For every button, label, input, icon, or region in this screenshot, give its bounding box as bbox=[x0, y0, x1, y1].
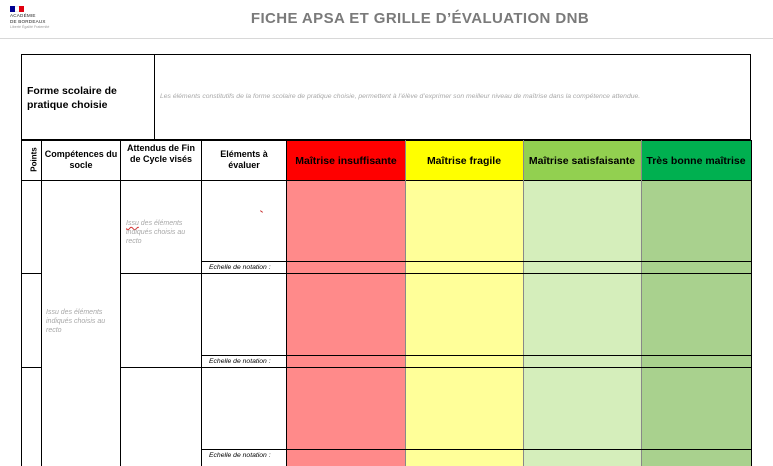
header-attendus: Attendus de Fin de Cycle visés bbox=[127, 143, 195, 164]
level-header-tres-bonne: Très bonne maîtrise bbox=[641, 141, 751, 180]
forme-divider bbox=[154, 54, 155, 140]
col-sep-attendus bbox=[201, 140, 202, 466]
echelle-line-2 bbox=[201, 355, 751, 356]
echelle-line-3 bbox=[201, 449, 751, 450]
header-competences: Compétences du socle bbox=[44, 149, 118, 170]
echelle-label-row-2: Echelle de notation : bbox=[209, 358, 271, 365]
french-flag-icon bbox=[10, 6, 24, 12]
col-sep-points bbox=[41, 140, 42, 466]
page-title: FICHE APSA ET GRILLE D’ÉVALUATION DNB bbox=[250, 10, 590, 27]
col-sep-level-3 bbox=[641, 140, 642, 466]
col-sep-level-2 bbox=[523, 140, 524, 466]
header-points: Points bbox=[29, 147, 39, 172]
col-sep-level-1 bbox=[405, 140, 406, 466]
col-sep-elements bbox=[286, 140, 287, 466]
grid-top-border bbox=[21, 140, 752, 141]
forme-scolaire-label: Forme scolaire de pratique choisie bbox=[27, 85, 117, 111]
grid-left-border bbox=[21, 140, 22, 466]
stray-mark bbox=[260, 210, 263, 213]
row-sep-points-2 bbox=[21, 367, 41, 368]
level-header-fragile: Maîtrise fragile bbox=[405, 141, 523, 180]
grid-header-bottom bbox=[21, 180, 752, 181]
level-cells-satisfaisante bbox=[523, 180, 641, 466]
level-cells-tres-bonne bbox=[641, 180, 751, 466]
row-sep-points-1 bbox=[21, 273, 41, 274]
forme-scolaire-description: Les éléments constitutifs de la forme scolaire de pratique choisie, permettent à l’élève d’exprimer son meilleur niveau de maîtrise dans la compétence attendue. bbox=[160, 93, 641, 100]
col-sep-competences bbox=[120, 140, 121, 466]
logo-line-1: ACADÉMIE bbox=[10, 13, 36, 18]
logo-motto: Liberté Égalité Fraternité bbox=[10, 25, 50, 29]
competences-hint: Issu des éléments indiqués choisis au recto bbox=[46, 309, 106, 334]
row-sep-2 bbox=[120, 367, 751, 368]
echelle-label-row-3: Echelle de notation : bbox=[209, 452, 271, 459]
echelle-label-row-1: Echelle de notation : bbox=[209, 264, 271, 271]
academie-logo bbox=[10, 6, 70, 42]
header-divider bbox=[0, 38, 773, 39]
attendus-hint: Issu des éléments indiqués choisis au recto bbox=[126, 220, 186, 245]
level-header-insuffisante: Maîtrise insuffisante bbox=[287, 141, 405, 180]
header-elements: Eléments à évaluer bbox=[220, 149, 268, 170]
logo-line-2: DE BORDEAUX bbox=[10, 19, 46, 24]
row-sep-1 bbox=[120, 273, 751, 274]
level-header-satisfaisante: Maîtrise satisfaisante bbox=[523, 141, 641, 180]
echelle-line-1 bbox=[201, 261, 751, 262]
level-cells-insuffisante bbox=[287, 180, 405, 466]
level-cells-fragile bbox=[405, 180, 523, 466]
grid-right-border bbox=[751, 140, 752, 466]
